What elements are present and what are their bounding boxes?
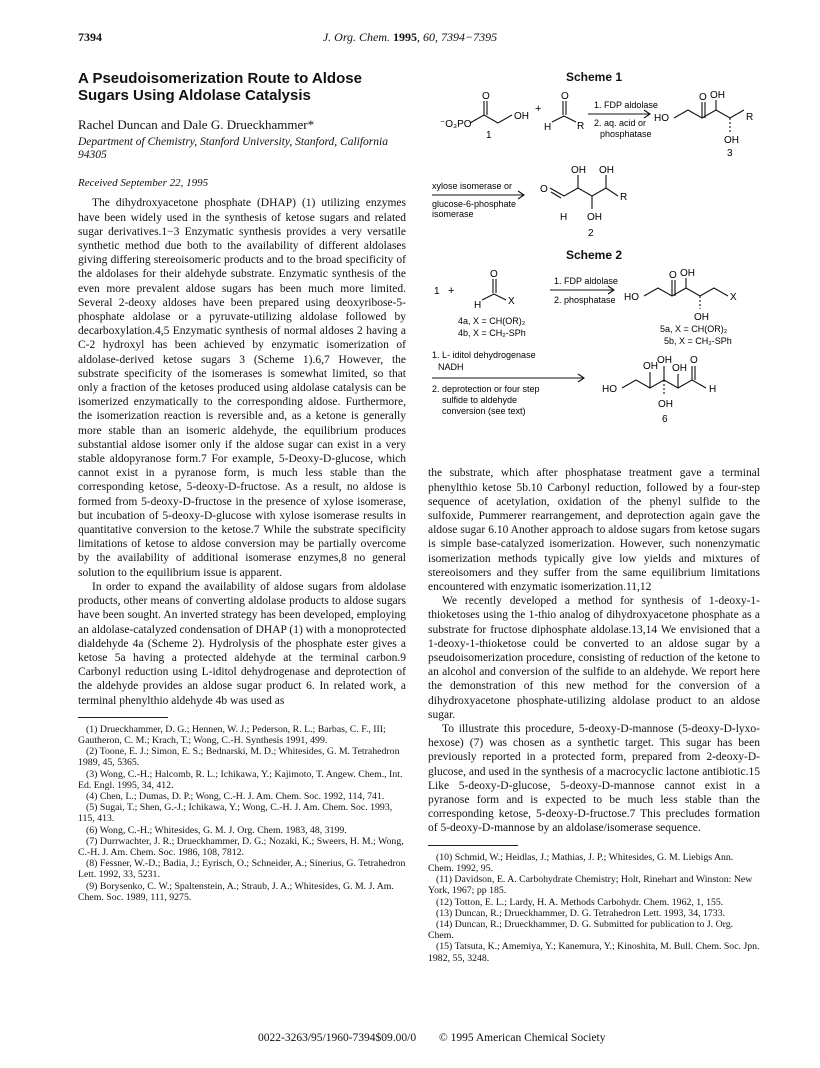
journal-volume-pages: , 60, 7394−7395	[417, 30, 498, 44]
page-header	[78, 30, 742, 48]
scheme2-cpd6-number: 6	[662, 414, 668, 426]
scheme1-cpd2-oh-2: OH	[599, 165, 614, 177]
scheme1-cpd1-oh: OH	[514, 111, 529, 123]
scheme2-reagent-b3: 2. deprotection or four step	[432, 384, 540, 395]
scheme2-aldehyde-h: H	[474, 300, 482, 312]
scheme1-reagent-b1: xylose isomerase or	[432, 181, 513, 192]
scheme2-substrate-4b: 4b, X = CH₂-SPh	[458, 328, 526, 339]
references-right	[428, 852, 760, 964]
reference: (10) Schmid, W.; Heidlas, J.; Mathias, J. P.; Whitesides, G. M. Liebigs Ann. Chem. 1992, 95.	[428, 851, 734, 874]
scheme1-cpd3-oh-top: OH	[710, 90, 725, 102]
scheme1-cpd1-number: 1	[486, 130, 492, 142]
scheme2-reagent-b2: NADH	[438, 362, 464, 373]
scheme1-cpd2-oh-3: OH	[587, 212, 602, 224]
reference: (5) Sugai, T.; Shen, G.-J.; Ichikawa, Y.; Wong, C.-H. J. Am. Chem. Soc. 1993, 115, 413.	[78, 802, 393, 825]
scheme2-aldehyde-oxygen: O	[490, 269, 498, 281]
scheme2-product-5b: 5b, X = CH₂-SPh	[664, 336, 732, 347]
scheme1-cpd2-r: R	[620, 192, 628, 204]
scheme2-cpd6-oh-bottom: OH	[658, 399, 673, 411]
scheme2-reagent-b4: sulfide to aldehyde	[442, 395, 518, 406]
page-footer	[258, 1032, 626, 1044]
reference: (9) Borysenko, C. W.; Spaltenstein, A.; Straub, J. A.; Whitesides, G. M. J. Am. Chem. Soc. 1989, 111, 9275.	[78, 880, 394, 903]
scheme2-reagent-a1: 1. FDP aldolase	[554, 276, 618, 287]
reference: (13) Duncan, R.; Drueckhammer, D. G. Tetrahedron Lett. 1993, 34, 1733.	[436, 907, 726, 919]
scheme2-product-5a: 5a, X = CH(OR)₂	[660, 324, 728, 335]
reference: (3) Wong, C.-H.; Halcomb, R. L.; Ichikawa, Y.; Kajimoto, T. Angew. Chem., Int. Ed. Engl. 1995, 34, 412.	[78, 768, 403, 791]
body-paragraph: To illustrate this procedure, 5-deoxy-D-mannose (5-deoxy-D-lyxo-hexose) (7) was chosen as a synthetic target. This sugar has been previously reported in a protected form, prepared from 2-deoxy-D-glucose, and used in the synthesis of a macrocyclic lactone antibiotic.15 Like 5-deoxy-D-glucose, 5-deoxy-D-mannose cannot exist in a pyranose form and is expected to be much less stable than the corresponding ketose, 5-deoxy-D-fructose.7 This precludes formation of 5-deoxy-D-mannose by an aldolase/isomerase sequence.	[428, 723, 760, 835]
scheme2-reagent-b5: conversion (see text)	[442, 406, 526, 417]
reference: (7) Durrwachter, J. R.; Drueckhammer, D. G.; Nozaki, K.; Sweers, H. M.; Wong, C.-H. J. Am. Chem. Soc. 1986, 108, 7812.	[78, 835, 404, 858]
article-title: A Pseudoisomerization Route to Aldose Sugars Using Aldolase Catalysis	[78, 70, 362, 104]
reference: (6) Wong, C.-H.; Whitesides, G. M. J. Org. Chem. 1983, 48, 3199.	[86, 824, 347, 836]
scheme1-cpd2-h: H	[560, 212, 568, 224]
affiliation: Department of Chemistry, Stanford University, Stanford, California 94305	[78, 136, 388, 162]
authors: Rachel Duncan and Dale G. Drueckhammer*	[78, 117, 315, 132]
scheme2-cpd5-oxygen: O	[669, 270, 677, 282]
scheme1-plus: +	[535, 103, 542, 116]
body-paragraph: In order to expand the availability of aldose sugars from aldolase products, other means of converting aldolase products to aldose sugars have been sought. An inverted strategy has been developed, employing an aldolase-catalyzed condensation of DHAP (1) with a monoprotected dialdehyde 4a (Scheme 2). Hydrolysis of the phosphate ester gives a ketose 5a having a protected aldehyde at the terminal carbon.9 Carbonyl reduction using L-iditol dehydrogenase and deprotection of the aldehyde provides an aldose sugar product 6. In related work, a terminal phenylthio aldehyde 4b was used as	[78, 580, 406, 707]
scheme1-cpd3-ho: HO	[654, 113, 669, 125]
received-date: Received September 22, 1995	[78, 177, 209, 190]
left-column	[78, 70, 406, 903]
scheme2-aldehyde-x: X	[508, 296, 515, 308]
journal-name: J. Org. Chem.	[322, 30, 391, 44]
scheme1-cpd2-oxygen: O	[540, 184, 548, 196]
scheme1-cpd1-oxygen: O	[482, 91, 490, 103]
scheme1-reagent-b3: isomerase	[432, 209, 474, 220]
reference: (14) Duncan, R.; Drueckhammer, D. G. Submitted for publication to J. Org. Chem.	[428, 918, 734, 942]
body-paragraph: We recently developed a method for synthesis of 1-deoxy-1-thioketoses using the 1-thio analog of dihydroxyacetone phosphate as a substrate for fructose diphosphate aldolase.13,14 We envisioned that a 1-deoxy-1-thioketose could be converted to an aldose sugar by a pseudoisomerization procedure, consisting of reduction of the ketone to an alcohol and conversion of the sulfide to an aldehyde. We report here the demonstration of this new method for the conversion of a dihydroxyacetone phosphate-utilizing aldolase product to an aldose sugar.	[428, 595, 760, 721]
scheme1-reagent-b2: glucose-6-phosphate	[432, 199, 517, 210]
references-left	[78, 724, 406, 903]
scheme2-cpd6-oh-2: OH	[657, 355, 672, 367]
scheme2-cpd6-oh-1: OH	[643, 361, 658, 373]
scheme2-cpd5-ho: HO	[624, 292, 639, 304]
scheme1-aldehyde-r: R	[577, 121, 585, 133]
page-number: 7394	[78, 30, 102, 44]
scheme1-reagent-a2: 2. aq. acid or	[594, 118, 647, 129]
reference: (8) Fessner, W.-D.; Badia, J.; Eyrisch, O.; Schneider, A.; Sinerius, G. Tetrahedron Lett. 1992, 33, 5231.	[78, 858, 406, 881]
journal-citation	[78, 30, 742, 45]
scheme1-reagent-a3: phosphatase	[600, 129, 652, 140]
copyright: © 1995 American Chemical Society	[439, 1032, 606, 1044]
scheme2-reagent-a2: 2. phosphatase	[554, 295, 616, 306]
scheme-1-figure	[428, 88, 760, 248]
scheme2-cpd5-oh-top: OH	[680, 268, 695, 280]
scheme1-aldehyde-h: H	[544, 122, 552, 134]
cpd1-chain	[470, 115, 512, 123]
scheme-2-title: Scheme 2	[565, 248, 623, 263]
scheme1-reagent-a1: 1. FDP aldolase	[594, 100, 658, 111]
scheme2-cpd6-oxygen: O	[690, 355, 698, 367]
scheme-1-title: Scheme 1	[565, 70, 623, 84]
footnote-rule	[78, 717, 168, 718]
scheme1-aldehyde-oxygen: O	[561, 91, 569, 103]
body-paragraph-continued: the substrate, which after phosphatase treatment gave a terminal phenylthio ketose 5b.10 Carbonyl reduction, followed by a four-step sequence of acetylation, oxidation of the phenyl sulfide to the sulfoxide, Pummerer rearrangement, and deprotection again gave the aldose sugar 6.10 Another approach to aldose sugars from ketose sugars is simple base-catalyzed isomerization. However, such nonenzymatic isomerization methods typically give low yields and mixtures of stereoisomers and they suffer from the same equilibrium limitations encountered with enzymatic isomerization.11,12	[428, 467, 760, 594]
right-column	[428, 70, 760, 964]
scheme-2-figure	[428, 266, 760, 466]
scheme1-cpd2-number: 2	[588, 228, 594, 240]
scheme1-cpd3-r: R	[746, 112, 754, 124]
journal-year: 1995	[393, 30, 418, 44]
scheme2-substrate-4a: 4a, X = CH(OR)₂	[458, 316, 526, 327]
scheme2-plus: +	[448, 285, 455, 298]
reference: (15) Tatsuta, K.; Amemiya, Y.; Kanemura, Y.; Kinoshita, M. Bull. Chem. Soc. Jpn. 1982, 55, 3248.	[428, 941, 760, 964]
scheme2-cpd6-ho: HO	[602, 384, 617, 396]
scheme1-cpd3-number: 3	[727, 148, 733, 160]
footnote-rule	[428, 845, 518, 846]
scheme2-cpd6-oh-3: OH	[672, 363, 687, 375]
reference: (11) Davidson, E. A. Carbohydrate Chemistry; Holt, Rinehart and Winston: New York, 1967; pp 185.	[428, 874, 753, 897]
scheme2-cpd6-h: H	[709, 384, 717, 396]
scheme2-start-number: 1	[434, 286, 440, 298]
reference: (1) Drueckhammer, D. G.; Hennen, W. J.; Pederson, R. L.; Barbas, C. F., III; Gautheron, C. M.; Krach, T.; Wong, C.-H. Synthesis 1991, 499.	[78, 723, 386, 746]
reference: (12) Totton, E. L.; Lardy, H. A. Methods Carbohydr. Chem. 1962, 1, 155.	[436, 896, 724, 908]
scheme1-cpd2-oh-1: OH	[571, 165, 586, 177]
scheme1-phosphate-label: ⁻O₃PO	[440, 119, 472, 131]
reference: (2) Toone, E. J.; Simon, E. S.; Bednarski, M. D.; Whitesides, G. M. Tetrahedron 1989, 45, 5365.	[78, 746, 400, 769]
reference: (4) Chen, L.; Dumas, D. P.; Wong, C.-H. J. Am. Chem. Soc. 1992, 114, 741.	[86, 790, 385, 802]
scheme1-cpd3-oh-bottom: OH	[724, 135, 739, 147]
scheme1-cpd3-oxygen: O	[699, 92, 707, 104]
body-paragraph: The dihydroxyacetone phosphate (DHAP) (1) utilizing enzymes have been widely used in the synthesis of ketose sugars and related sugar derivatives.1−3 Enzymatic synthesis provides a very versatile synthetic method due both to the availability of different aldolases giving differing stereoisomeric products and to the broad specificity of the aldolases for their aldehyde substrate. Enzymatic synthesis of the even more prevalent aldose sugars has been much more limited. Several 2-deoxy aldoses have been prepared using deoxyribose-5-phosphate aldolase or a pyruvate-utilizing aldolase followed by decarboxylation.4,5 Enzymatic synthesis of normal aldoses 2 having a C-2 hydroxyl has been achieved by enzymatic isomerization of aldolase-derived ketose sugars 3 (Scheme 1).6,7 However, the substrate specificity of the isomerases is somewhat limited, so that only a fraction of the ketoses produced using aldolase catalysis can be isomerized enzymatically to the corresponding aldose. Furthermore, the isomerization reaction is reversible and, as a ketone is generally more stable than an isomeric aldehyde, the equilibrium produces substantial aldose isomer only if the aldose sugar can exist in a very stable aldopyranose form.7 For example, 5-Deoxy-D-glucose, which cannot exist in a pyranose form, is much less stable than the corresponding ketose, 5-deoxy-D-fructose. As a result, no aldose is formed from 5-deoxy-D-fructose in the presence of xylose isomerase, but incubation of 5-deoxy-D-glucose with xylose isomerase results in quantitative conversion to the ketose.7 While the substrate specificity limitations of ketose to aldose conversion may be partially overcome by the availability of additional isomerase enzymes,8 no general solution to the equilibrium issue is apparent.	[78, 197, 406, 579]
scheme2-cpd5-x: X	[730, 292, 737, 304]
scheme2-reagent-b1: 1. L- iditol dehydrogenase	[432, 350, 536, 361]
article-code: 0022-3263/95/1960-7394$09.00/0	[258, 1032, 417, 1044]
scheme2-cpd5-oh-bottom: OH	[694, 312, 709, 324]
